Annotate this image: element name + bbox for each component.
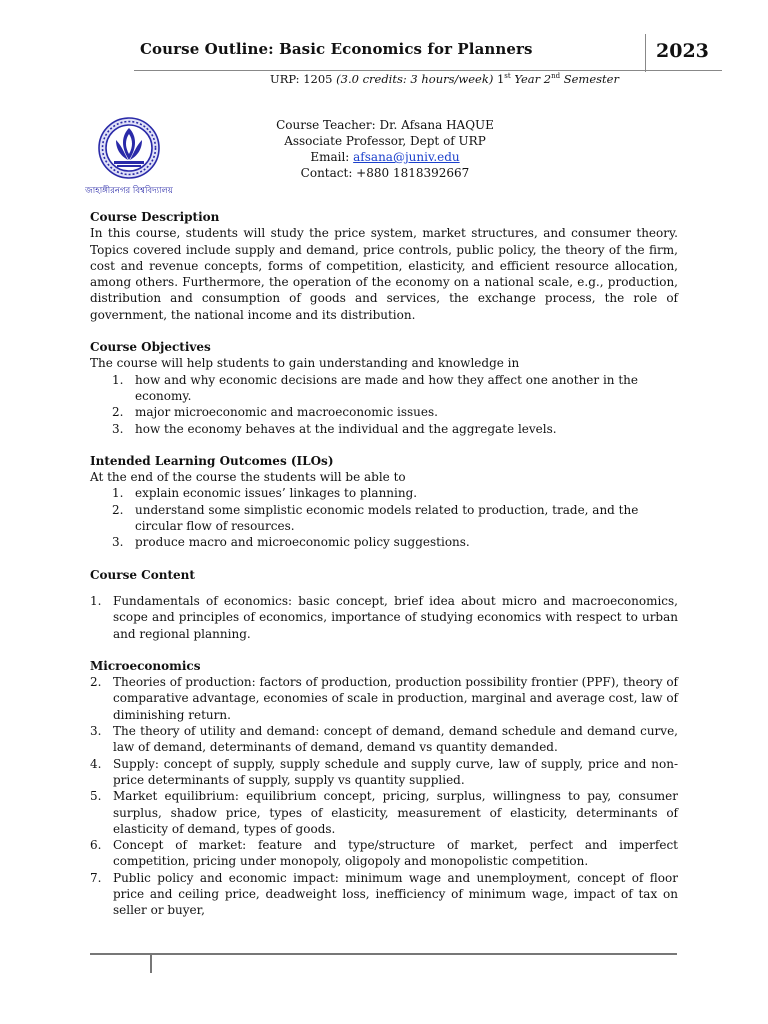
list-number: 5.	[90, 789, 102, 804]
list-item	[90, 723, 678, 756]
teacher-email-line	[230, 149, 540, 165]
teacher-block	[230, 117, 540, 181]
teacher-name: Course Teacher: Dr. Afsana HAQUE	[276, 118, 494, 132]
list-item	[90, 485, 678, 501]
list-item	[90, 421, 678, 437]
list-item	[90, 870, 678, 919]
university-crest-icon	[85, 114, 173, 198]
content-list-intro	[90, 593, 678, 642]
semester-label: Semester	[563, 72, 619, 86]
list-item	[90, 756, 678, 789]
course-code: URP: 1205	[270, 72, 333, 86]
description-heading: Course Description	[90, 210, 220, 224]
list-text: Supply: concept of supply, supply schedule and supply curve, law of supply, price and non-price determinants of supply, supply vs quantity supplied.	[113, 756, 678, 787]
list-item	[90, 593, 678, 642]
objectives-list	[90, 372, 678, 437]
ilos-heading: Intended Learning Outcomes (ILOs)	[90, 453, 334, 468]
list-text: how the economy behaves at the individual and the aggregate levels.	[135, 421, 557, 436]
list-number: 3.	[90, 724, 102, 739]
logo-caption: জাহাঙ্গীরনগর বিশ্ববিদ্যালয়	[85, 186, 173, 196]
description-text: In this course, students will study the price system, market structures, and consumer theory. Topics covered include supply and demand, price controls, public policy, the theory of the firm, cost and revenue concepts, forms of competition, elasticity, and efficient resource allocation, among others. Furthermore, the operation of the economy on a national scale, e.g., production, distribution and consumption of goods and services, the exchange process, the role of government, the national income and its distribution.	[90, 226, 678, 322]
list-text: Market equilibrium: equilibrium concept, pricing, surplus, willingness to pay, consumer surplus, shadow price, types of elasticity, measurement of elasticity, determinants of elasticity of demand, types of goods.	[113, 789, 678, 836]
list-number: 4.	[90, 756, 102, 771]
list-text: major microeconomic and macroeconomic issues.	[135, 405, 438, 420]
list-item	[90, 372, 678, 405]
list-text: produce macro and microeconomic policy suggestions.	[135, 535, 470, 550]
list-text: Theories of production: factors of production, production possibility frontier (PPF), theory of comparative advantage, economies of scale in production, marginal and average cost, law of diminishing return.	[113, 675, 678, 722]
list-text: Public policy and economic impact: minimum wage and unemployment, concept of floor price and ceiling price, deadweight loss, inefficiency of minimum wage, impact of tax on seller or buyer,	[113, 870, 678, 918]
ilos-intro: At the end of the course the students will be able to	[90, 470, 406, 485]
document-title: Course Outline: Basic Economics for Planners	[140, 40, 533, 58]
list-text: Concept of market: feature and type/structure of market, perfect and imperfect competition, pricing under monopoly, oligopoly and monopolistic competition.	[113, 838, 678, 869]
ilos-list	[90, 485, 678, 550]
content-heading: Course Content	[90, 567, 195, 582]
list-text: understand some simplistic economic models related to production, trade, and the circular flow of resources.	[135, 502, 639, 534]
list-number: 2.	[90, 675, 102, 690]
list-text: The theory of utility and demand: concept of demand, demand schedule and demand curve, law of demand, determinants of demand, demand vs quantity demanded.	[113, 724, 678, 755]
header-divider	[645, 34, 646, 72]
year-suffix: st	[504, 72, 511, 81]
list-number: 2.	[112, 502, 124, 517]
document-body	[90, 209, 678, 919]
email-link[interactable]: afsana@juniv.edu	[353, 150, 460, 164]
list-number: 3.	[112, 421, 124, 436]
document-year: 2023	[656, 40, 709, 62]
list-text: explain economic issues’ linkages to planning.	[135, 486, 418, 501]
list-number: 3.	[112, 535, 124, 550]
list-item	[90, 837, 678, 870]
list-text: how and why economic decisions are made and how they affect one another in the economy.	[135, 372, 638, 403]
teacher-contact: Contact: +880 1818392667	[300, 166, 470, 180]
email-label: Email:	[310, 150, 354, 164]
list-item	[90, 788, 678, 837]
list-number: 7.	[90, 870, 102, 885]
objectives-intro: The course will help students to gain understanding and knowledge in	[90, 356, 520, 371]
list-text: Fundamentals of economics: basic concept, brief idea about micro and macroeconomics, scope and principles of economics, importance of studying economics with respect to urban and regional planning.	[113, 593, 678, 641]
teacher-position: Associate Professor, Dept of URP	[284, 134, 486, 148]
microeconomics-list	[90, 674, 678, 918]
list-number: 6.	[90, 838, 102, 853]
list-number: 2.	[112, 405, 124, 420]
course-info	[270, 72, 619, 86]
list-number: 1.	[112, 372, 124, 387]
course-credits: (3.0 credits: 3 hours/week)	[336, 72, 494, 86]
semester-suffix: nd	[551, 72, 561, 81]
header-rule	[134, 70, 722, 71]
list-number: 1.	[90, 593, 102, 608]
objectives-heading: Course Objectives	[90, 340, 211, 355]
list-item	[90, 502, 678, 535]
list-item	[90, 674, 678, 723]
year-label: Year 2	[514, 72, 552, 86]
microeconomics-heading: Microeconomics	[90, 658, 201, 673]
footer-rule	[90, 953, 677, 955]
year-number: 1	[496, 72, 505, 86]
list-item	[90, 534, 678, 550]
footer-divider	[150, 953, 152, 973]
list-item	[90, 404, 678, 420]
list-number: 1.	[112, 486, 124, 501]
